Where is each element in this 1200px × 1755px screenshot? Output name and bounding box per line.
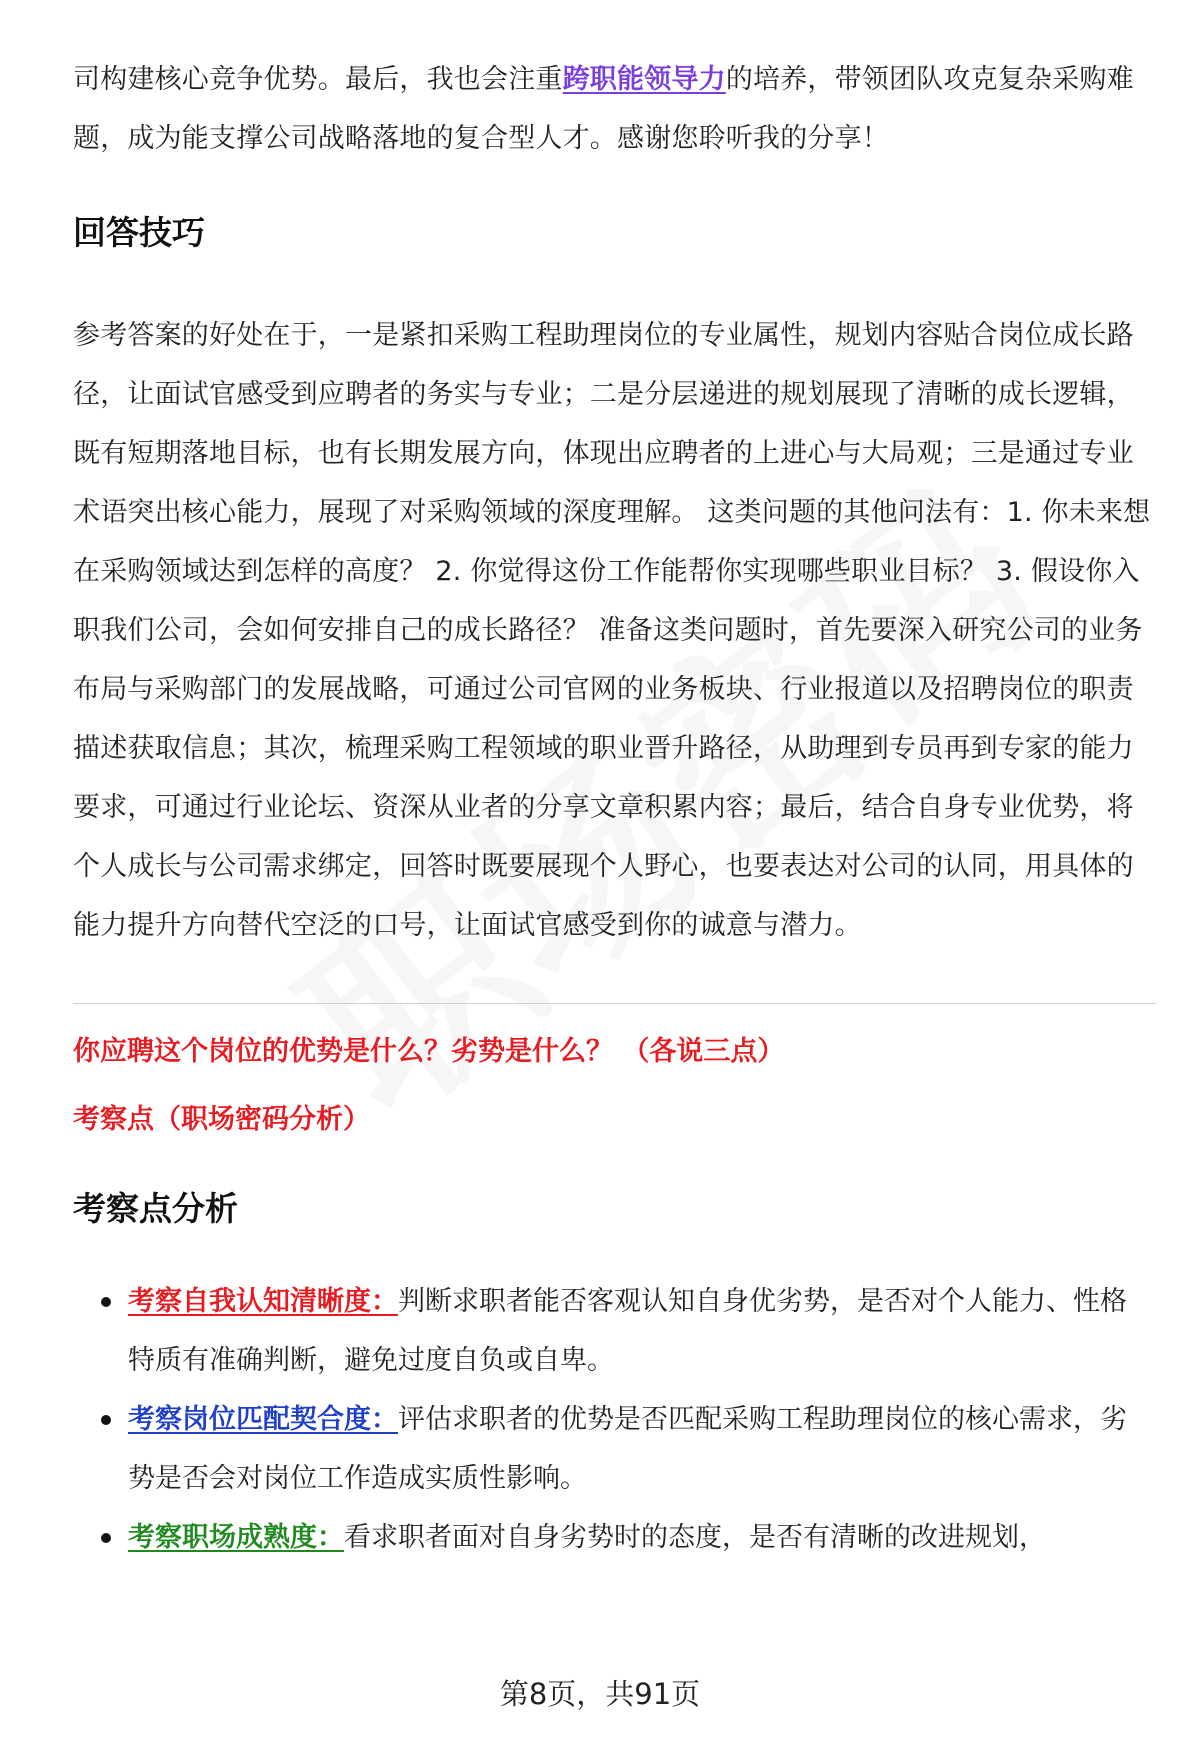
question-subtitle: 考察点（职场密码分析） <box>73 1104 370 1135</box>
analysis-point-keyword: 考察自我认知清晰度： <box>128 1286 398 1317</box>
analysis-points-list <box>73 1272 1153 1567</box>
analysis-point <box>73 1390 1153 1508</box>
document-page <box>73 50 1153 1567</box>
bullet-icon <box>101 1415 111 1425</box>
answer-skill-paragraph: 参考答案的好处在于，一是紧扣采购工程助理岗位的专业属性，规划内容贴合岗位成长路径，让面试官感受到应聘者的务实与专业；二是分层递进的规划展现了清晰的成长逻辑，既有短期落地目标，也有长期发展方向，体现出应聘者的上进心与大局观；三是通过专业术语突出核心能力，展现了对采购领域的深度理解。 这类问题的其他问法有：1. 你未来想在采购领域达到怎样的高度？ 2. 你觉得这份工作能帮你实现哪些职业目标？ 3. 假设你入职我们公司，会如何安排自己的成长路径？ 准备这类问题时，首先要深入研究公司的业务布局与采购部门的发展战略，可通过公司官网的业务板块、行业报道以及招聘岗位的职责描述获取信息；其次，梳理采购工程领域的职业晋升路径，从助理到专员再到专家的能力要求，可通过行业论坛、资深从业者的分享文章积累内容；最后，结合自身专业优势，将个人成长与公司需求绑定，回答时既要展现个人野心，也要表达对公司的认同，用具体的能力提升方向替代空泛的口号，让面试官感受到你的诚意与潜力。 <box>73 320 1151 941</box>
page-number: 第8页，共91页 <box>499 1677 701 1711</box>
analysis-heading: 考察点分析 <box>73 1189 238 1228</box>
question-title: 你应聘这个岗位的优势是什么？劣势是什么？ （各说三点） <box>73 1036 785 1067</box>
bullet-icon <box>101 1533 111 1543</box>
answer-skill-heading: 回答技巧 <box>73 213 205 252</box>
intro-text-before: 司构建核心竞争优势。最后，我也会注重 <box>73 64 563 95</box>
intro-highlight: 跨职能领导力 <box>562 64 726 95</box>
bullet-icon <box>101 1297 111 1307</box>
section-divider <box>73 1003 1156 1004</box>
analysis-point-keyword: 考察职场成熟度： <box>128 1522 344 1553</box>
analysis-point-keyword: 考察岗位匹配契合度： <box>128 1404 398 1435</box>
analysis-point-text: 判断求职者能否客观认知自身优劣势，是否对个人能力、性格特质有准确判断，避免过度自负或自卑。 <box>128 1286 1127 1376</box>
analysis-point-text: 评估求职者的优势是否匹配采购工程助理岗位的核心需求，劣势是否会对岗位工作造成实质性影响。 <box>128 1404 1127 1494</box>
intro-text-after: 的培养，带领团队攻克复杂采购难题，成为能支撑公司战略落地的复合型人才。感谢您聆听我的分享！ <box>73 64 1134 154</box>
analysis-point <box>73 1272 1153 1390</box>
analysis-point-text: 看求职者面对自身劣势时的态度，是否有清晰的改进规划， <box>344 1522 1046 1553</box>
analysis-point <box>73 1508 1153 1567</box>
intro-paragraph <box>73 50 1153 168</box>
